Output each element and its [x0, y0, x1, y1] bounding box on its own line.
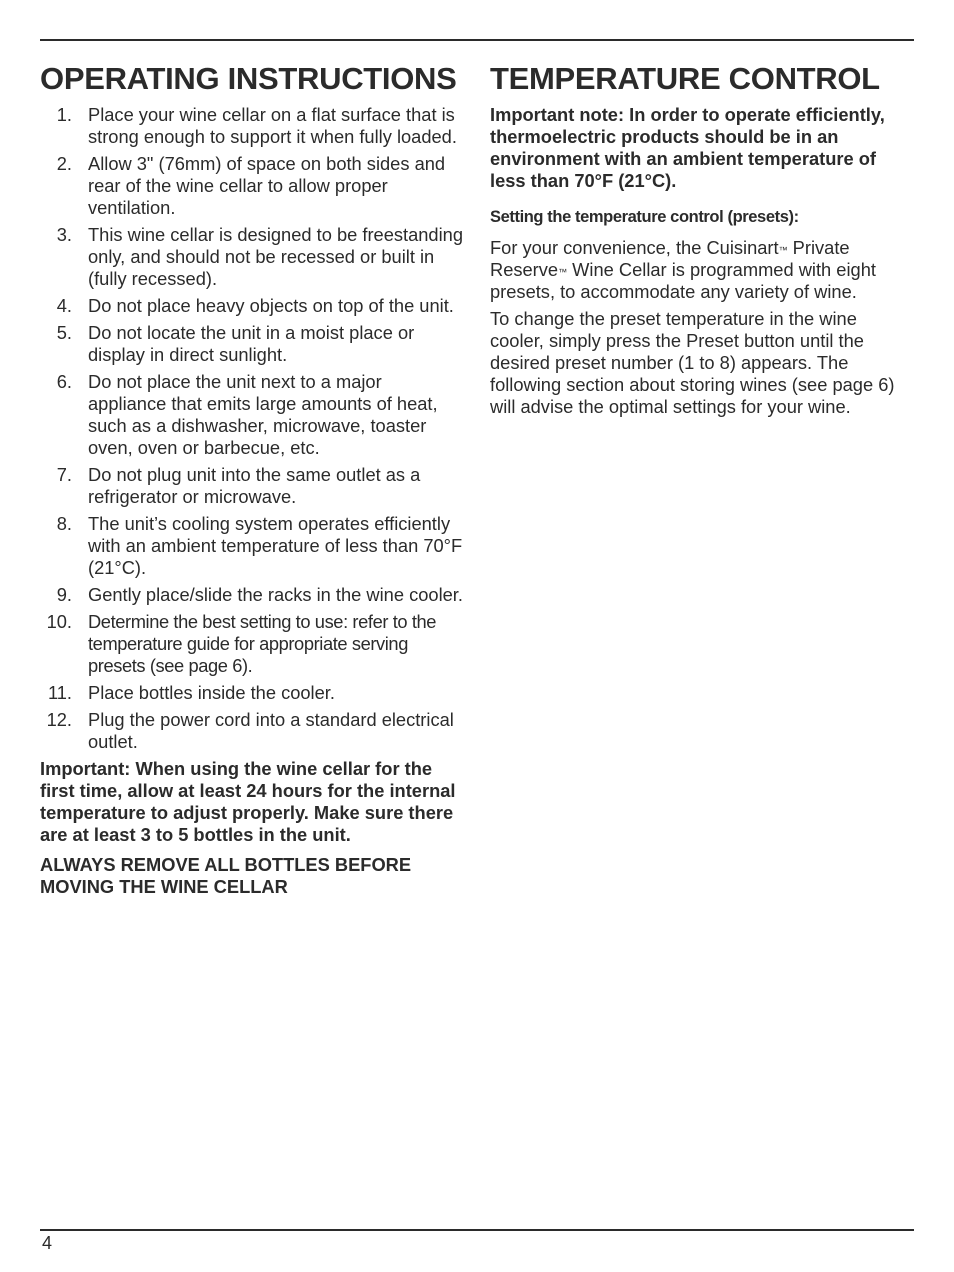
important-ambient-note: Important note: In order to operate efficiently, thermoelectric products should be in an environment with an ambient temperature of less than 70°F (21°C).	[490, 104, 885, 191]
step-text: The unit’s cooling system operates efficiently with an ambient temperature of less than 70°F (21°C).	[88, 513, 463, 578]
list-item	[40, 104, 465, 148]
presets-subheading: Setting the temperature control (presets):	[490, 208, 799, 226]
step-text: Determine the best setting to use: refer to the temperature guide for appropriate serving presets (see page 6).	[88, 611, 437, 676]
trademark-symbol: ™	[778, 245, 788, 255]
list-item	[40, 682, 465, 704]
step-text: Do not place heavy objects on top of the unit.	[88, 295, 454, 316]
step-text: Do not place the unit next to a major appliance that emits large amounts of heat, such as a dishwasher, microwave, toaster oven, oven or barbecue, etc.	[88, 371, 438, 458]
operating-instructions-heading: OPERATING INSTRUCTIONS	[40, 61, 457, 96]
step-text: This wine cellar is designed to be freestanding only, and should not be recessed or built in (fully recessed).	[88, 224, 463, 289]
step-text: Place your wine cellar on a flat surface that is strong enough to support it when fully loaded.	[88, 104, 457, 147]
list-item	[40, 611, 465, 677]
list-item	[40, 513, 465, 579]
list-item	[40, 709, 465, 753]
step-text: Do not locate the unit in a moist place or display in direct sunlight.	[88, 322, 415, 365]
step-number: 4.	[56, 295, 72, 316]
top-rule	[40, 39, 914, 41]
paragraph-text: Wine Cellar is programmed with eight presets, to accommodate any variety of wine.	[490, 259, 876, 302]
step-number: 7.	[56, 464, 72, 485]
list-item	[40, 322, 465, 366]
page-number: 4	[42, 1233, 53, 1253]
remove-bottles-warning: ALWAYS REMOVE ALL BOTTLES BEFORE MOVING THE WINE CELLAR	[40, 854, 412, 897]
step-text: Place bottles inside the cooler.	[88, 682, 335, 703]
temperature-control-heading: TEMPERATURE CONTROL	[490, 61, 880, 96]
step-number: 6.	[56, 371, 72, 392]
paragraph-text: For your convenience, the Cuisinart	[490, 237, 779, 258]
step-number: 12.	[46, 709, 72, 730]
paragraph-text: Private Reserve	[490, 237, 850, 280]
bottom-rule	[40, 1229, 914, 1231]
step-number: 9.	[56, 584, 72, 605]
list-item	[40, 153, 465, 219]
presets-intro-paragraph	[490, 237, 914, 303]
step-number: 10.	[46, 611, 72, 632]
step-number: 1.	[56, 104, 72, 125]
step-number: 8.	[56, 513, 72, 534]
step-text: Gently place/slide the racks in the wine cooler.	[88, 584, 463, 605]
temperature-control-section	[490, 60, 914, 423]
step-number: 2.	[56, 153, 72, 174]
step-number: 11.	[47, 682, 72, 703]
list-item	[40, 224, 465, 290]
operating-instructions-section	[40, 60, 465, 898]
list-item	[40, 464, 465, 508]
list-item	[40, 295, 465, 317]
trademark-symbol: ™	[558, 267, 568, 277]
operating-steps-list	[40, 104, 465, 753]
list-item	[40, 371, 465, 459]
important-first-use-note: Important: When using the wine cellar for the first time, allow at least 24 hours for the internal temperature to adjust properly. Make sure there are at least 3 to 5 bottles in the unit.	[40, 758, 456, 845]
step-number: 5.	[56, 322, 72, 343]
step-text: Do not plug unit into the same outlet as a refrigerator or microwave.	[88, 464, 421, 507]
step-text: Allow 3" (76mm) of space on both sides and rear of the wine cellar to allow proper ventilation.	[88, 153, 446, 218]
change-preset-paragraph: To change the preset temperature in the wine cooler, simply press the Preset button until the desired preset number (1 to 8) appears. The following section about storing wines (see page 6) will advise the optimal settings for your wine.	[490, 308, 895, 417]
step-number: 3.	[56, 224, 72, 245]
step-text: Plug the power cord into a standard electrical outlet.	[88, 709, 454, 752]
list-item	[40, 584, 465, 606]
